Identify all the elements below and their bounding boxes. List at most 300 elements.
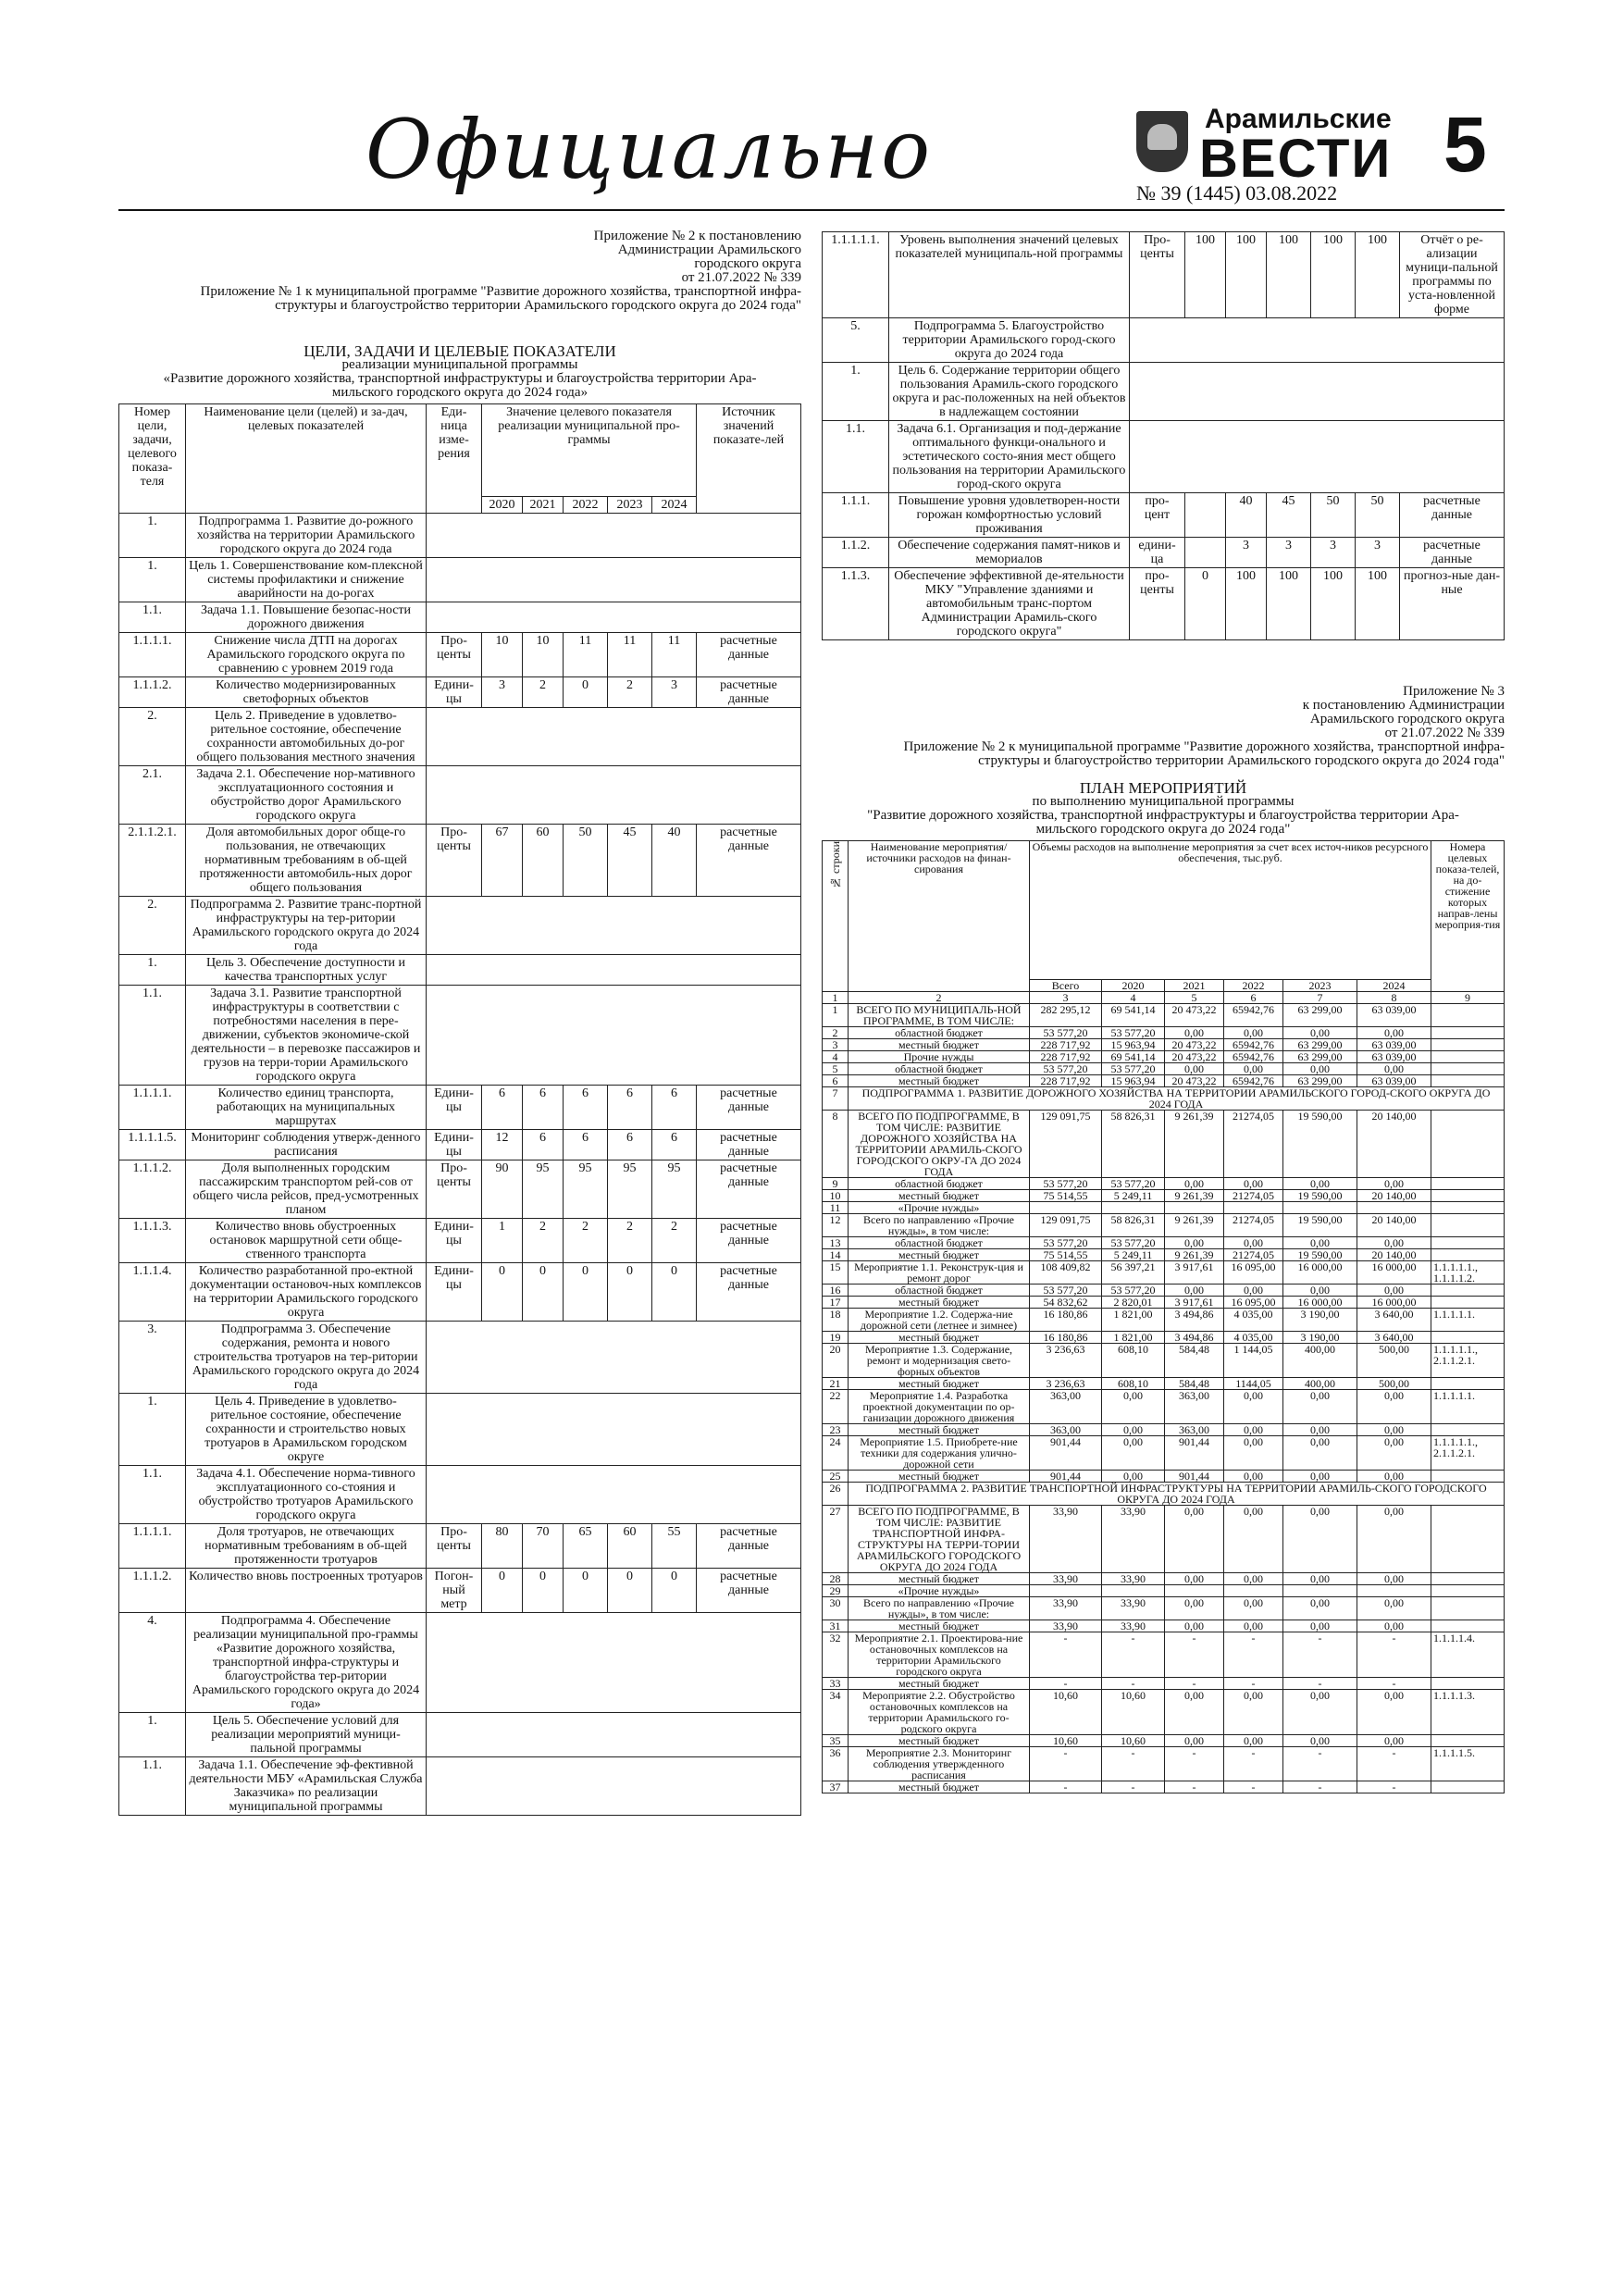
cell: 901,44: [1030, 1471, 1102, 1483]
row-number: 7: [823, 1087, 849, 1111]
row-name: местный бюджет: [849, 1678, 1030, 1690]
row-name: «Прочие нужды»: [849, 1202, 1030, 1214]
cell: 53 577,20: [1102, 1237, 1165, 1249]
col-header: Источник значений показате-лей: [697, 404, 801, 514]
row-number: 2.: [119, 708, 186, 766]
cell: [1431, 1471, 1505, 1483]
cell: 2: [523, 677, 564, 708]
cell: 0,00: [1165, 1690, 1224, 1735]
cell: [1165, 1202, 1224, 1214]
cell: 24: [823, 1436, 849, 1471]
row-number: 1.: [823, 363, 889, 421]
row-name: Всего по направлению «Прочие нужды», в том числе:: [849, 1214, 1030, 1237]
cell: 16 180,86: [1030, 1332, 1102, 1344]
cell: 129 091,75: [1030, 1111, 1102, 1178]
cell: 0,00: [1283, 1178, 1357, 1190]
cell: 901,44: [1165, 1436, 1224, 1471]
row-number: 1.: [119, 514, 186, 558]
goal-row: [119, 677, 801, 708]
cell: 0,00: [1165, 1735, 1224, 1747]
cell: 6: [652, 1130, 697, 1160]
cell: 53 577,20: [1102, 1178, 1165, 1190]
plan-row: [823, 1781, 1505, 1793]
cell: 95: [652, 1160, 697, 1219]
goals-table: [118, 403, 801, 1816]
row-number: 26: [823, 1483, 849, 1506]
plan-row: [823, 1190, 1505, 1202]
cell: [1431, 1051, 1505, 1063]
cell: 19 590,00: [1283, 1249, 1357, 1261]
plan-row: [823, 1004, 1505, 1027]
cell: 5 249,11: [1102, 1190, 1165, 1202]
cell: расчетные данные: [697, 1263, 801, 1322]
plan-title: [822, 781, 1505, 837]
goal-row: [119, 558, 801, 602]
cell: 0,00: [1102, 1471, 1165, 1483]
goal-row: [119, 1394, 801, 1466]
cell: 20 473,22: [1165, 1004, 1224, 1027]
cell: 53 577,20: [1030, 1063, 1102, 1075]
cell: 1.1.1.1.1., 2.1.1.2.1.: [1431, 1436, 1505, 1471]
cell: 53 577,20: [1030, 1178, 1102, 1190]
cell: 1.1.3.: [823, 568, 889, 640]
title-line: по выполнению муниципальной программы: [1032, 794, 1295, 809]
cell: 5: [823, 1063, 849, 1075]
cell: прогноз-ные дан-ные: [1400, 568, 1505, 640]
cell: 0,00: [1357, 1063, 1431, 1075]
plan-row: [823, 1039, 1505, 1051]
row-name: Повышение уровня удовлетворен-ности горожан комфортностью условий проживания: [889, 493, 1130, 538]
col-number: 7: [1283, 992, 1357, 1004]
cell: 63 299,00: [1283, 1051, 1357, 1063]
cell: [1431, 1735, 1505, 1747]
cell: 40: [1226, 493, 1267, 538]
title-line: мильского городского округа до 2024 года": [1035, 822, 1291, 837]
cell: [1102, 1202, 1165, 1214]
cell: 0: [482, 1263, 523, 1322]
row-number-header: № строки: [828, 841, 842, 889]
cell: [1431, 1027, 1505, 1039]
cell: 63 039,00: [1357, 1075, 1431, 1087]
col-number: 5: [1165, 992, 1224, 1004]
cell: 27: [823, 1506, 849, 1573]
cell: 50: [1356, 493, 1400, 538]
cell: -: [1283, 1747, 1357, 1781]
cell: 3 917,61: [1165, 1297, 1224, 1309]
cell: 16 000,00: [1283, 1297, 1357, 1309]
cell: 901,44: [1165, 1471, 1224, 1483]
cell: 1: [823, 1004, 849, 1027]
cell: 0,00: [1357, 1237, 1431, 1249]
cell: 1.1.1.1.4.: [1431, 1632, 1505, 1678]
cell: 20 473,22: [1165, 1075, 1224, 1087]
cell: 63 039,00: [1357, 1004, 1431, 1027]
section-heading: Задача 3.1. Развитие транспортной инфраструктуры в соответствии с потребностями населения в пере-движении, субъектов экономиче-ской деятельности – в перевозке пассажиров и грузов на терри-тории Арамильского городского округа: [186, 986, 427, 1086]
section-heading: Подпрограмма 2. Развитие транс-портной инфраструктуры на тер-ритории Арамильского городского округа до 2024 года: [186, 897, 427, 955]
cell: 6: [523, 1130, 564, 1160]
col-number: 8: [1357, 992, 1431, 1004]
cell: 0,00: [1224, 1027, 1283, 1039]
cell: 23: [823, 1424, 849, 1436]
cell: 20 473,22: [1165, 1051, 1224, 1063]
cell: 3 640,00: [1357, 1332, 1431, 1344]
cell: 33,90: [1102, 1597, 1165, 1620]
cell: 6: [823, 1075, 849, 1087]
cell: 100: [1267, 568, 1311, 640]
cell: 3: [1311, 538, 1356, 568]
goal-row: [823, 493, 1505, 538]
col-header: Номера целевых показа-телей, на до-стижение которых направ-лены мероприя-тия: [1431, 841, 1505, 992]
note-line: к постановлению Администрации: [1302, 698, 1505, 713]
cell: 363,00: [1030, 1424, 1102, 1436]
row-name: местный бюджет: [849, 1781, 1030, 1793]
cell: -: [1357, 1632, 1431, 1678]
cell: 0: [608, 1263, 652, 1322]
cell: 8: [823, 1111, 849, 1178]
row-name: Мероприятие 2.2. Обустройство остановочных комплексов на территории Арамильского го-родского округа: [849, 1690, 1030, 1735]
empty-cell: [427, 1757, 801, 1816]
cell: -: [1224, 1678, 1283, 1690]
col-number: 4: [1102, 992, 1165, 1004]
cell: 0,00: [1102, 1436, 1165, 1471]
row-name: местный бюджет: [849, 1332, 1030, 1344]
cell: 1.1.1.2.: [119, 1569, 186, 1613]
row-number: 1.1.: [119, 1466, 186, 1524]
cell: 0,00: [1283, 1285, 1357, 1297]
goal-row: [119, 986, 801, 1086]
cell: 35: [823, 1735, 849, 1747]
cell: 17: [823, 1297, 849, 1309]
cell: 53 577,20: [1102, 1063, 1165, 1075]
plan-row: [823, 1632, 1505, 1678]
plan-row: [823, 1573, 1505, 1585]
cell: 0,00: [1283, 1027, 1357, 1039]
cell: [1431, 1202, 1505, 1214]
cell: 0,00: [1165, 1027, 1224, 1039]
cell: [1431, 1190, 1505, 1202]
row-name: местный бюджет: [849, 1378, 1030, 1390]
goal-row: [119, 1524, 801, 1569]
col-header: Номер цели, задачи, целевого показа-теля: [119, 404, 186, 514]
cell: 0,00: [1165, 1573, 1224, 1585]
cell: 16 095,00: [1224, 1297, 1283, 1309]
cell: 0,00: [1224, 1506, 1283, 1573]
row-number: 1.: [119, 558, 186, 602]
empty-cell: [427, 1466, 801, 1524]
row-name: Мероприятие 1.5. Приобрете-ние техники для содержания улично-дорожной сети: [849, 1436, 1030, 1471]
cell: расчетные данные: [1400, 538, 1505, 568]
year-header: 2024: [652, 497, 697, 514]
row-number: 2.1.: [119, 766, 186, 825]
cell: 6: [652, 1086, 697, 1130]
plan-row: [823, 1597, 1505, 1620]
col-number: 9: [1431, 992, 1505, 1004]
row-name: «Прочие нужды»: [849, 1585, 1030, 1597]
cell: 1144,05: [1224, 1378, 1283, 1390]
cell: 67: [482, 825, 523, 897]
cell: 0,00: [1165, 1506, 1224, 1573]
cell: 12: [482, 1130, 523, 1160]
cell: 0: [482, 1569, 523, 1613]
cell: [1431, 1620, 1505, 1632]
goals-table-continued: [822, 231, 1505, 640]
cell: 53 577,20: [1030, 1027, 1102, 1039]
cell: [1431, 1573, 1505, 1585]
row-name: Обеспечение эффективной де-ятельности МКУ "Управление зданиями и автомобильным транс-портом Администрации Арамиль-ского городского округа": [889, 568, 1130, 640]
cell: 50: [564, 825, 608, 897]
empty-cell: [427, 708, 801, 766]
plan-row: [823, 1214, 1505, 1237]
cell: 2.1.1.2.1.: [119, 825, 186, 897]
cell: 19 590,00: [1283, 1214, 1357, 1237]
cell: расчетные данные: [1400, 493, 1505, 538]
title-line: ЦЕЛИ, ЗАДАЧИ И ЦЕЛЕВЫЕ ПОКАЗАТЕЛИ: [304, 342, 616, 360]
cell: Про-центы: [427, 633, 482, 677]
goal-row: [119, 1322, 801, 1394]
empty-cell: [1130, 363, 1505, 421]
cell: 1.1.1.1.5.: [119, 1130, 186, 1160]
cell: 65942,76: [1224, 1039, 1283, 1051]
cell: 4 035,00: [1224, 1309, 1283, 1332]
cell: 100: [1356, 232, 1400, 318]
section-heading: Цель 5. Обеспечение условий для реализации мероприятий муници-пальной программы: [186, 1713, 427, 1757]
goal-row: [119, 1569, 801, 1613]
plan-row: [823, 1436, 1505, 1471]
cell: 34: [823, 1690, 849, 1735]
cell: 19 590,00: [1283, 1111, 1357, 1178]
cell: 9 261,39: [1165, 1214, 1224, 1237]
cell: 0: [523, 1263, 564, 1322]
cell: 16 000,00: [1283, 1261, 1357, 1285]
cell: 0,00: [1224, 1573, 1283, 1585]
row-name: областной бюджет: [849, 1237, 1030, 1249]
empty-cell: [1130, 318, 1505, 363]
note-line: от 21.07.2022 № 339: [681, 270, 801, 285]
cell: 2: [823, 1027, 849, 1039]
row-name: Всего по направлению «Прочие нужды», в том числе:: [849, 1597, 1030, 1620]
goal-row: [119, 1466, 801, 1524]
cell: 1.1.1.4.: [119, 1263, 186, 1322]
cell: -: [1357, 1781, 1431, 1793]
section-heading: Подпрограмма 5. Благоустройство территории Арамильского город-ского округа до 2024 года: [889, 318, 1130, 363]
section-heading: Цель 4. Приведение в удовлетво-рительное состояние, обеспечение сохранности и строительство новых тротуаров в Арамильском городском округе: [186, 1394, 427, 1466]
cell: 1.1.1.3.: [119, 1219, 186, 1263]
cell: 400,00: [1283, 1344, 1357, 1378]
plan-row: [823, 1051, 1505, 1063]
cell: 33,90: [1030, 1506, 1102, 1573]
left-table-title: [118, 344, 801, 400]
cell: 63 039,00: [1357, 1051, 1431, 1063]
row-number: 1.1.: [823, 421, 889, 493]
cell: 1.1.1.1.: [119, 1086, 186, 1130]
cell: Едини-цы: [427, 1219, 482, 1263]
cell: 363,00: [1165, 1424, 1224, 1436]
cell: 10,60: [1102, 1690, 1165, 1735]
goal-row: [119, 602, 801, 633]
cell: расчетные данные: [697, 1569, 801, 1613]
section-heading: Цель 1. Совершенствование ком-плексной системы профилактики и снижение аварийности на до-рогах: [186, 558, 427, 602]
cell: 0: [564, 677, 608, 708]
cell: 0,00: [1165, 1620, 1224, 1632]
newspaper-logo: [1136, 104, 1393, 189]
cell: 2: [523, 1219, 564, 1263]
cell: [1431, 1297, 1505, 1309]
plan-row: [823, 1249, 1505, 1261]
section-heading: Задача 1.1. Обеспечение эф-фективной деятельности МБУ «Арамильская Служба Заказчика» по реализации муниципальной программы: [186, 1757, 427, 1816]
cell: 29: [823, 1585, 849, 1597]
cell: 58 826,31: [1102, 1111, 1165, 1178]
cell: 0: [564, 1263, 608, 1322]
cell: 10: [823, 1190, 849, 1202]
cell: 6: [564, 1130, 608, 1160]
plan-row: [823, 1344, 1505, 1378]
cell: 3: [1267, 538, 1311, 568]
cell: [1185, 493, 1226, 538]
cell: -: [1357, 1747, 1431, 1781]
cell: 11: [564, 633, 608, 677]
cell: Про-центы: [427, 1160, 482, 1219]
goal-row: [119, 1130, 801, 1160]
cell: 3: [482, 677, 523, 708]
plan-row: [823, 1027, 1505, 1039]
cell: 363,00: [1165, 1390, 1224, 1424]
cell: 0: [652, 1569, 697, 1613]
plan-row: [823, 1202, 1505, 1214]
title-line: ПЛАН МЕРОПРИЯТИЙ: [1079, 779, 1247, 797]
cell: 65942,76: [1224, 1004, 1283, 1027]
goal-row: [119, 1263, 801, 1322]
year-header: 2024: [1357, 980, 1431, 992]
cell: 1.1.1.1.1., 2.1.1.2.1.: [1431, 1344, 1505, 1378]
cell: 584,48: [1165, 1378, 1224, 1390]
goal-row: [119, 825, 801, 897]
cell: 0: [564, 1569, 608, 1613]
cell: 95: [523, 1160, 564, 1219]
cell: 0,00: [1165, 1285, 1224, 1297]
cell: [1185, 538, 1226, 568]
cell: 63 299,00: [1283, 1004, 1357, 1027]
page-number: 5: [1443, 101, 1487, 188]
cell: 608,10: [1102, 1378, 1165, 1390]
cell: [1431, 1039, 1505, 1051]
cell: [1431, 1111, 1505, 1178]
cell: 9 261,39: [1165, 1249, 1224, 1261]
cell: [1357, 1202, 1431, 1214]
empty-cell: [427, 1394, 801, 1466]
cell: 63 299,00: [1283, 1039, 1357, 1051]
cell: про-центы: [1130, 568, 1185, 640]
cell: 0,00: [1283, 1237, 1357, 1249]
note-line: Приложение № 1 к муниципальной программе "Развитие дорожного хозяйства, транспортной инфра-: [200, 284, 801, 299]
cell: Едини-цы: [427, 1086, 482, 1130]
plan-row: [823, 1506, 1505, 1573]
cell: 129 091,75: [1030, 1214, 1102, 1237]
cell: 0: [1185, 568, 1226, 640]
cell: Едини-цы: [427, 1263, 482, 1322]
section-heading: Подпрограмма 3. Обеспечение содержания, ремонта и нового строительства тротуаров на тер-ритории Арамильского городского округа до 2024 года: [186, 1322, 427, 1394]
row-name: местный бюджет: [849, 1471, 1030, 1483]
row-number: 1.1.: [119, 602, 186, 633]
cell: [1431, 1678, 1505, 1690]
cell: 60: [608, 1524, 652, 1569]
cell: расчетные данные: [697, 1219, 801, 1263]
row-name: ВСЕГО ПО ПОДПРОГРАММЕ, В ТОМ ЧИСЛЕ: РАЗВИТИЕ ДОРОЖНОГО ХОЗЯЙСТВА НА ТЕРРИТОРИИ АРАМИЛЬ-СКОГО ГОРОДСКОГО ОКРУ-ГА ДО 2024 ГОДА: [849, 1111, 1030, 1178]
cell: 19 590,00: [1283, 1190, 1357, 1202]
goal-row: [823, 363, 1505, 421]
year-header: 2022: [1224, 980, 1283, 992]
cell: 69 541,14: [1102, 1051, 1165, 1063]
cell: [1431, 1781, 1505, 1793]
row-name: местный бюджет: [849, 1620, 1030, 1632]
cell: 21274,05: [1224, 1111, 1283, 1178]
row-number: 1.1.: [119, 986, 186, 1086]
col-header: Наименование мероприятия/ источники расходов на финан-сирования: [849, 841, 1030, 992]
cell: 228 717,92: [1030, 1075, 1102, 1087]
goal-row: [823, 232, 1505, 318]
cell: 0,00: [1357, 1506, 1431, 1573]
cell: -: [1224, 1747, 1283, 1781]
plan-row: [823, 1087, 1505, 1111]
cell: -: [1030, 1781, 1102, 1793]
cell: 6: [523, 1086, 564, 1130]
title-line: «Развитие дорожного хозяйства, транспортной инфраструктуры и благоустройства территории Ара-: [163, 371, 757, 386]
cell: 1.1.1.1.1.: [1431, 1390, 1505, 1424]
cell: -: [1283, 1632, 1357, 1678]
cell: 1: [482, 1219, 523, 1263]
row-name: Мероприятие 1.2. Содержа-ние дорожной сети (летнее и зимнее): [849, 1309, 1030, 1332]
cell: 55: [652, 1524, 697, 1569]
cell: 0,00: [1357, 1285, 1431, 1297]
row-name: Мероприятие 2.1. Проектирова-ние остановочных комплексов на территории Арамильского городского округа: [849, 1632, 1030, 1678]
plan-row: [823, 1678, 1505, 1690]
cell: 400,00: [1283, 1378, 1357, 1390]
cell: 0,00: [1102, 1390, 1165, 1424]
cell: 3 917,61: [1165, 1261, 1224, 1285]
cell: 53 577,20: [1030, 1285, 1102, 1297]
left-column: [118, 230, 801, 1816]
goal-row: [823, 318, 1505, 363]
section-heading: Задача 2.1. Обеспечение нор-мативного эксплуатационного состояния и обустройство дорог Арамильского городского округа: [186, 766, 427, 825]
cell: 500,00: [1357, 1344, 1431, 1378]
cell: 0,00: [1224, 1390, 1283, 1424]
row-number: 3.: [119, 1322, 186, 1394]
cell: 0,00: [1283, 1573, 1357, 1585]
cell: 0,00: [1224, 1424, 1283, 1436]
cell: 228 717,92: [1030, 1051, 1102, 1063]
cell: -: [1224, 1632, 1283, 1678]
cell: 0,00: [1283, 1506, 1357, 1573]
row-name: Количество разработанной про-ектной документации остановоч-ных комплексов на территории Арамильского городского округа: [186, 1263, 427, 1322]
cell: 65942,76: [1224, 1075, 1283, 1087]
cell: 20 140,00: [1357, 1190, 1431, 1202]
cell: 11: [823, 1202, 849, 1214]
cell: 0,00: [1165, 1237, 1224, 1249]
empty-cell: [1130, 421, 1505, 493]
cell: 65942,76: [1224, 1051, 1283, 1063]
section-heading: ПОДПРОГРАММА 1. РАЗВИТИЕ ДОРОЖНОГО ХОЗЯЙСТВА НА ТЕРРИТОРИИ АРАМИЛЬСКОГО ГОРОД-СКОГО ОКРУГА ДО 2024 ГОДА: [849, 1087, 1505, 1111]
cell: -: [1283, 1781, 1357, 1793]
cell: 33,90: [1102, 1506, 1165, 1573]
cell: -: [1102, 1747, 1165, 1781]
section-heading: ПОДПРОГРАММА 2. РАЗВИТИЕ ТРАНСПОРТНОЙ ИНФРАСТРУКТУРЫ НА ТЕРРИТОРИИ АРАМИЛЬ-СКОГО ГОРОДСКОГО ОКРУГА ДО 2024 ГОДА: [849, 1483, 1505, 1506]
cell: [1102, 1585, 1165, 1597]
cell: 1 821,00: [1102, 1309, 1165, 1332]
cell: 0,00: [1357, 1027, 1431, 1039]
cell: 2: [564, 1219, 608, 1263]
cell: -: [1030, 1678, 1102, 1690]
cell: Про-центы: [427, 1524, 482, 1569]
cell: расчетные данные: [697, 1524, 801, 1569]
